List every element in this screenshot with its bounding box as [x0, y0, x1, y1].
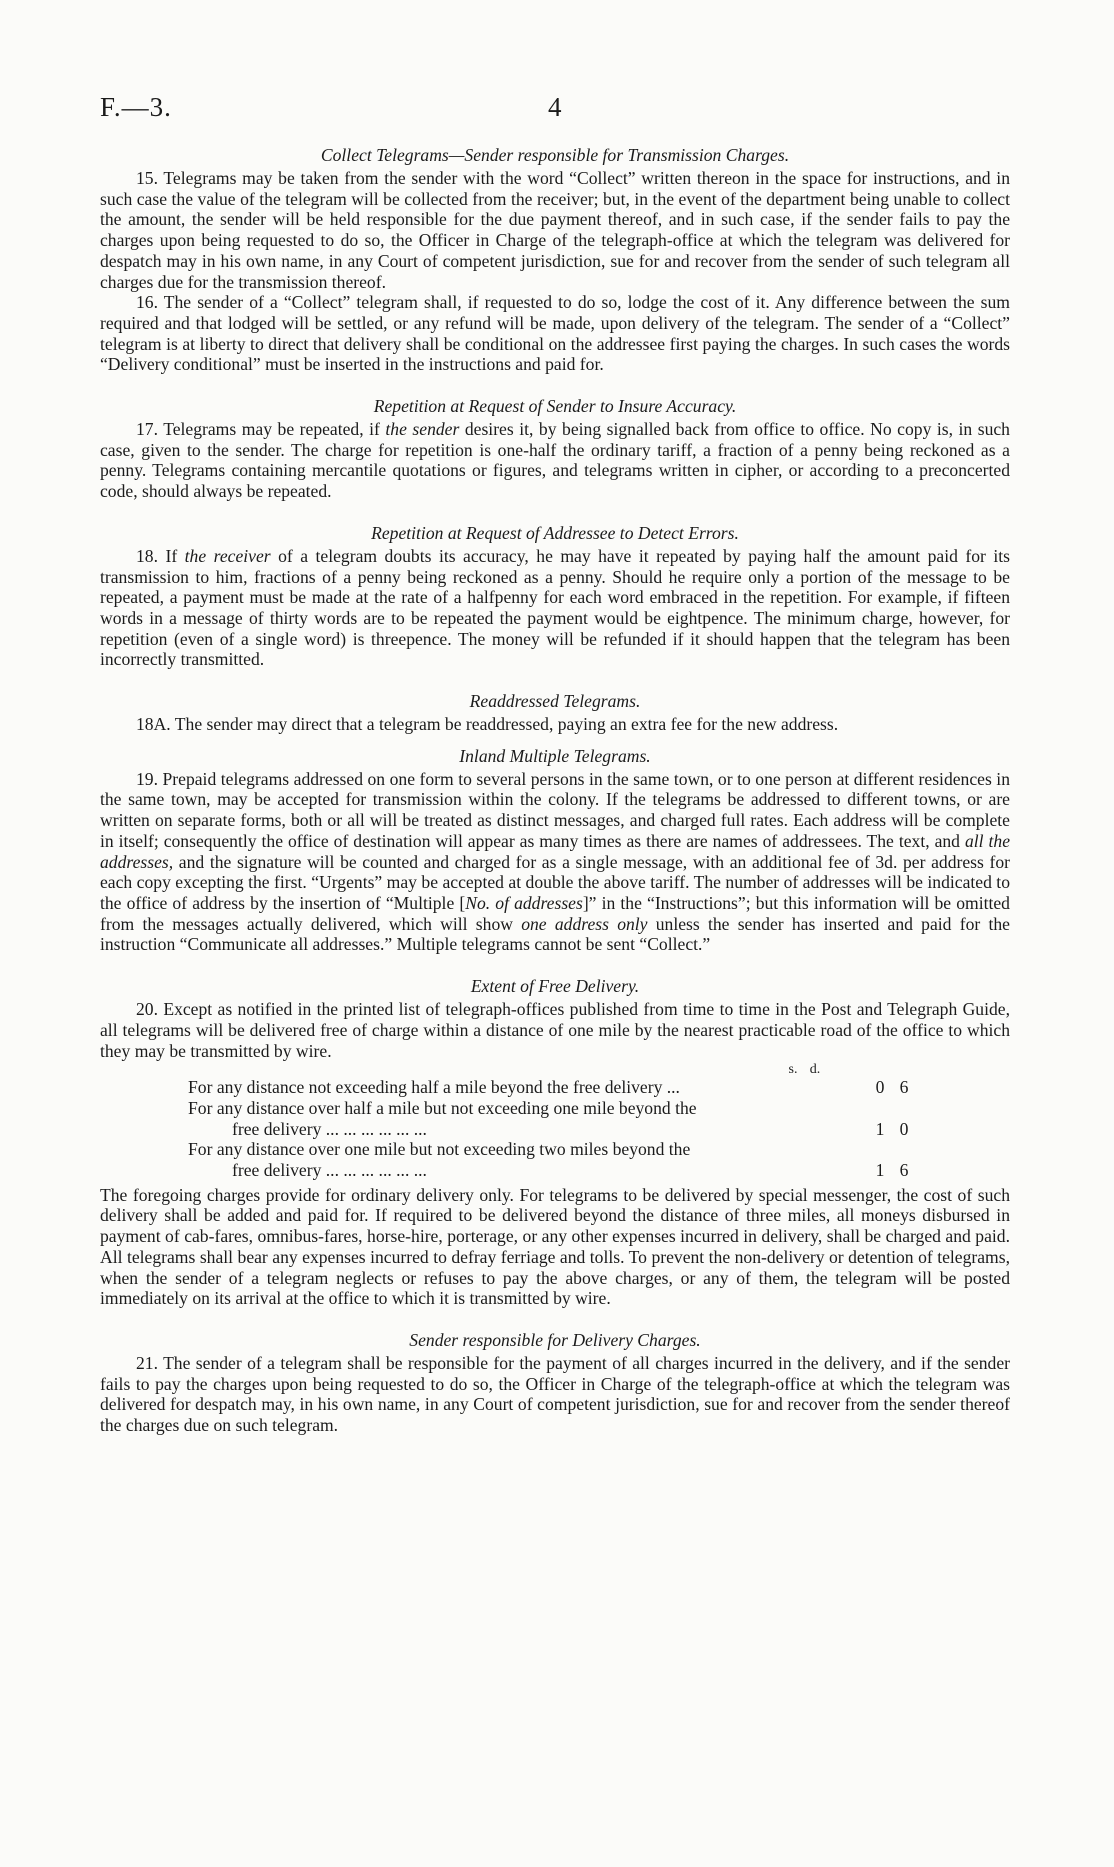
pence-header: d.: [809, 1062, 821, 1078]
section-heading: Sender responsible for Delivery Charges.: [409, 1329, 701, 1350]
document-body: [100, 144, 1010, 1456]
delivery-fee-table: [100, 1063, 1010, 1181]
paragraph-17: 17. Telegrams may be repeated, if the sender desires it, by being signalled back from office to office. No copy is, in such case, given to the sender. The charge for repetition is one-half the ordinary tariff, a fraction of a penny being reckoned as a penny. Telegrams containing mercantile quotations or figures, and telegrams written in cipher, or according to a preconcerted code, should always be repeated.: [100, 419, 1010, 502]
paper-reference: F.—3.: [100, 92, 172, 122]
section-free-delivery: [100, 975, 1010, 1309]
fee-column-headers: [100, 1063, 1010, 1077]
section-heading: Repetition at Request of Addressee to Detect Errors.: [371, 522, 739, 543]
section-repetition-sender: [100, 395, 1010, 502]
section-heading: Readdressed Telegrams.: [469, 691, 641, 712]
section-multiple-telegrams: [100, 745, 1010, 955]
fee-row: For any distance over half a mile but not exceeding one mile beyond the free delivery ... ... ... ... ... ... 1 0: [188, 1097, 909, 1139]
section-readdressed: [100, 690, 1010, 735]
paragraph-18a: 18A. The sender may direct that a telegram be readdressed, paying an extra fee for the new address.: [136, 714, 839, 735]
section-heading: Repetition at Request of Sender to Insure Accuracy.: [373, 396, 737, 417]
paragraph-20: 20. Except as notified in the printed list of telegraph-offices published from time to time in the Post and Telegraph Guide, all telegrams will be delivered free of charge within a distance of one mile by the nearest practicable road of the office to which they may be transmitted by wire.: [100, 999, 1010, 1061]
page-number: 4: [548, 92, 562, 122]
section-delivery-charges: [100, 1329, 1010, 1436]
paragraph-16: 16. The sender of a “Collect” telegram shall, if requested to do so, lodge the cost of it. Any difference between the sum required and that lodged will be settled, or any refund will be made, upon delivery of the telegram. The sender of a “Collect” telegram is at liberty to direct that delivery shall be conditional on the addressee first paying the charges. In such cases the words “Delivery conditional” must be inserted in the instructions and paid for.: [100, 292, 1010, 375]
paragraph-18: 18. If the receiver of a telegram doubts its accuracy, he may have it repeated by paying half the amount paid for its transmission to him, fractions of a penny being reckoned as a penny. Should he require only a portion of the message to be repeated, a payment must be made at the rate of a halfpenny for each word embraced in the repetition. For example, if fifteen words in a message of thirty words are to be repeated the payment would be eightpence. The minimum charge, however, for repetition (even of a single word) is threepence. The money will be refunded if it should happen that the telegram has been incorrectly transmitted.: [100, 545, 1010, 670]
section-collect-telegrams: [100, 144, 1010, 375]
fee-row: For any distance not exceeding half a mile beyond the free delivery ... 0 6: [188, 1077, 909, 1098]
fee-row: For any distance over one mile but not exceeding two miles beyond the free delivery ... ... ... ... ... ... 1 6: [188, 1139, 909, 1181]
paragraph-20-continued: The foregoing charges provide for ordinary delivery only. For telegrams to be delivered by special messenger, the cost of such delivery shall be added and paid for. If required to be delivered beyond the distance of three miles, all moneys disbursed in payment of cab-fares, omnibus-fares, horse-hire, porterage, or any other expenses incurred in delivery, shall be charged and paid. All telegrams shall bear any expenses incurred to defray ferriage and tolls. To prevent the non-delivery or detention of telegrams, when the sender of a telegram neglects or refuses to pay the above charges, or any of them, the telegram will be posted immediately on its arrival at the office to which it is transmitted by wire.: [100, 1184, 1010, 1309]
paragraph-15: 15. Telegrams may be taken from the sender with the word “Collect” written thereon in the space for instructions, and in such case the value of the telegram will be collected from the receiver; but, in the event of the department being unable to collect the amount, the sender will be held responsible for the due payment thereof, and in such case, if the sender fails to pay the charges upon being requested to do so, the Officer in Charge of the telegraph-office at which the telegram was delivered for despatch may in his own name, in any Court of competent jurisdiction, sue for and recover from the sender of such telegram all charges due for the transmission thereof.: [100, 168, 1010, 292]
section-repetition-addressee: [100, 522, 1010, 670]
paragraph-21: 21. The sender of a telegram shall be responsible for the payment of all charges incurred in the delivery, and if the sender fails to pay the charges upon being requested to do so, the Officer in Charge of the telegraph-office at which the telegram was delivered for despatch may, in his own name, in any Court of competent jurisdiction, sue for and recover from the sender thereof the charges due on such telegram.: [100, 1352, 1010, 1436]
paragraph-19: 19. Prepaid telegrams addressed on one form to several persons in the same town, or to one person at different residences in the same town, may be accepted for transmission within the colony. If the telegrams be addressed to different towns, or are written on separate forms, both or all will be treated as distinct messages, and charged full rates. Each address will be complete in itself; consequently the office of destination will appear as many times as there are names of addressees. The text, and all the addresses, and the signature will be counted and charged for as a single message, with an additional fee of 3d. per address for each copy excepting the first. “Urgents” may be accepted at double the above tariff. The number of addresses will be indicated to the office of address by the insertion of “Multiple [No. of addresses]” in the “Instructions”; but this information will be omitted from the messages actually delivered, which will show one address only unless the sender has inserted and paid for the instruction “Communicate all addresses.” Multiple telegrams cannot be sent “Collect.”: [100, 768, 1011, 955]
section-heading: Collect Telegrams—Sender responsible for Transmission Charges.: [320, 145, 790, 165]
section-heading: Extent of Free Delivery.: [470, 976, 640, 997]
page-header: [100, 92, 1014, 132]
shillings-header: s.: [788, 1062, 798, 1078]
section-heading: Inland Multiple Telegrams.: [459, 745, 651, 766]
